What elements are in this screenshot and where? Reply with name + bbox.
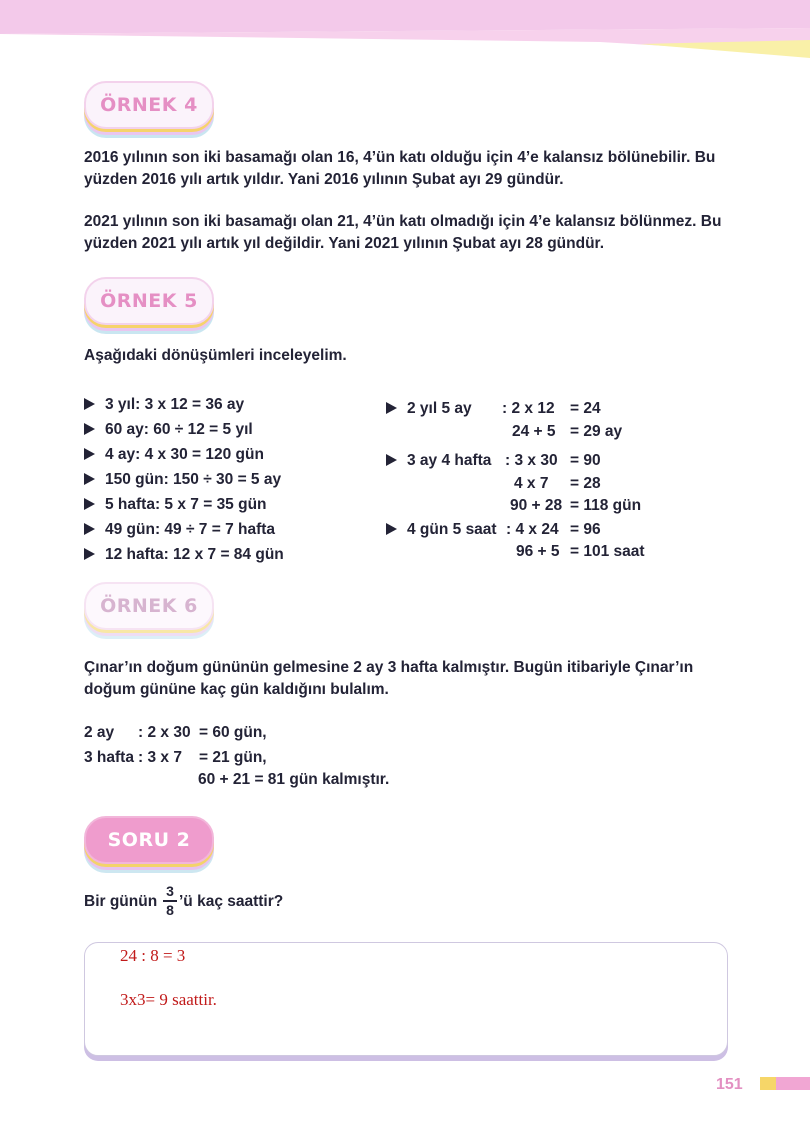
page-marker-yellow xyxy=(760,1077,776,1090)
left-list-item: 3 yıl: 3 x 12 = 36 ay xyxy=(84,396,244,414)
page-marker-pink xyxy=(776,1077,810,1090)
conversion-result: = 101 saat xyxy=(570,543,645,560)
ornek-4-label: ÖRNEK 4 xyxy=(100,94,198,116)
ornek-6-paragraph: Çınar’ın doğum gününün gelmesine 2 ay 3 hafta kalmıştır. Bugün itibariyle Çınar’ın doğum gününe kaç gün kaldığını bulalım. xyxy=(84,659,694,698)
right-conversion-row: 3 ay 4 hafta xyxy=(386,452,491,470)
ornek-5-tag xyxy=(84,277,214,325)
ornek-6-row2-label: 3 hafta xyxy=(84,749,134,766)
answer-line-1: 24 : 8 = 3 xyxy=(120,946,186,965)
left-list-item: 150 gün: 150 ÷ 30 = 5 ay xyxy=(84,471,281,489)
left-list-item: 49 gün: 49 ÷ 7 = 7 hafta xyxy=(84,521,275,539)
soru-2-label: SORU 2 xyxy=(107,829,191,851)
ornek-6-row1-result: = 60 gün, xyxy=(199,724,267,741)
conversion-calc: : 4 x 24 xyxy=(506,521,559,538)
soru-2-tag xyxy=(84,816,214,864)
ornek-6-row2-result: = 21 gün, xyxy=(199,749,267,766)
conversion-result: = 24 xyxy=(570,400,601,417)
conversion-result: = 28 xyxy=(570,475,601,492)
fraction-three-eighths xyxy=(163,884,177,918)
conversion-calc: : 2 x 12 xyxy=(502,400,555,417)
left-list-item: 12 hafta: 12 x 7 = 84 gün xyxy=(84,546,284,564)
ornek-6-label: ÖRNEK 6 xyxy=(100,595,198,617)
bullet-arrow-icon xyxy=(386,454,397,466)
bullet-arrow-icon xyxy=(84,423,95,435)
ornek-4-paragraph-1: 2016 yılının son iki basamağı olan 16, 4’ün katı olduğu için 4’e kalansız bölünebilir. Bu yüzden 2016 yılı artık yıldır. Yani 2016 yılının Şubat ayı 29 gündür. xyxy=(84,149,716,188)
conversion-result: = 29 ay xyxy=(570,423,623,440)
bullet-arrow-icon xyxy=(386,523,397,535)
bullet-arrow-icon xyxy=(84,523,95,535)
ornek-6-row1-calc: : 2 x 30 xyxy=(138,724,191,741)
conversion-calc: 90 + 28 xyxy=(510,497,563,514)
ornek-5-label: ÖRNEK 5 xyxy=(100,290,198,312)
conversion-calc: : 3 x 30 xyxy=(505,452,558,469)
ornek-6-row3: 60 + 21 = 81 gün kalmıştır. xyxy=(198,771,390,788)
ornek-4-paragraph-2: 2021 yılının son iki basamağı olan 21, 4’ün katı olmadığı için 4’e kalansız bölünmez. Bu yüzden 2021 yılı artık yıl değildir. Yani 2021 yılının Şubat ayı 28 gündür. xyxy=(84,213,722,252)
left-list-item: 4 ay: 4 x 30 = 120 gün xyxy=(84,446,264,464)
answer-line-2: 3x3= 9 saattir. xyxy=(120,990,217,1009)
conversion-calc: 4 x 7 xyxy=(514,475,549,492)
right-conversion-row: 2 yıl 5 ay xyxy=(386,400,472,418)
conversion-calc: 96 + 5 xyxy=(516,543,560,560)
conversion-result: = 96 xyxy=(570,521,601,538)
fraction-denominator: 8 xyxy=(166,901,174,918)
soru-2-question-start: Bir günün xyxy=(84,893,158,910)
left-list-item: 60 ay: 60 ÷ 12 = 5 yıl xyxy=(84,421,253,439)
left-list-item: 5 hafta: 5 x 7 = 35 gün xyxy=(84,496,267,514)
right-conversion-row: 4 gün 5 saat xyxy=(386,521,497,539)
bullet-arrow-icon xyxy=(84,398,95,410)
bullet-arrow-icon xyxy=(84,473,95,485)
bullet-arrow-icon xyxy=(84,498,95,510)
ornek-6-row1-label: 2 ay xyxy=(84,724,115,741)
ornek-6-tag xyxy=(84,582,214,630)
bullet-arrow-icon xyxy=(84,448,95,460)
top-decorative-band xyxy=(0,0,810,60)
ornek-6-row2-calc: : 3 x 7 xyxy=(138,749,182,766)
bullet-arrow-icon xyxy=(386,402,397,414)
ornek-5-intro: Aşağıdaki dönüşümleri inceleyelim. xyxy=(84,347,347,364)
page-number: 151 xyxy=(716,1076,743,1093)
ornek-4-tag xyxy=(84,81,214,129)
conversion-result: = 118 gün xyxy=(570,497,642,514)
conversion-result: = 90 xyxy=(570,452,601,469)
soru-2-question-end: ’ü kaç saattir? xyxy=(179,893,284,910)
fraction-numerator: 3 xyxy=(166,883,174,899)
bullet-arrow-icon xyxy=(84,548,95,560)
conversion-calc: 24 + 5 xyxy=(512,423,556,440)
